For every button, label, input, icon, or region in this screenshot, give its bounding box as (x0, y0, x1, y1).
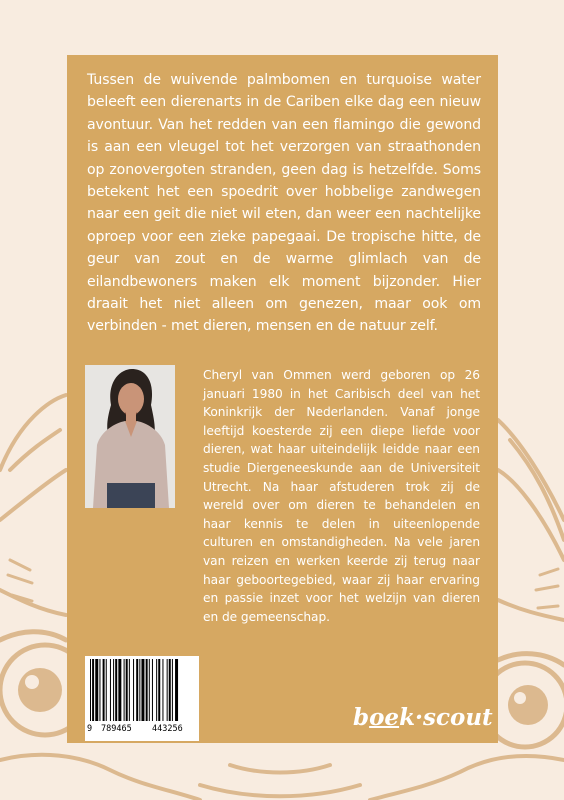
barcode-bars (88, 659, 196, 725)
isbn-digits (85, 724, 199, 738)
publisher-logo (353, 703, 493, 733)
isbn-lead-digit: 9 (87, 724, 93, 734)
back-cover-panel (67, 55, 498, 743)
logo-part-k: k (399, 704, 416, 731)
isbn-left-digits: 789465 (101, 724, 132, 734)
logo-part-oe: oe (369, 704, 400, 731)
book-blurb: Tussen de wuivende palmbomen en turquoise water beleeft een dierenarts in de Cariben elke dag een nieuw avontuur. Van het redden van een flamingo die gewond is aan een vleugel tot het verzorgen van straathonden op zonovergoten stranden, geen dag is hetzelfde. Soms betekent het een spoedrit over hobbelige zandwegen naar een geit die niet wil eten, dan weer een nachtelijke oproep voor een zieke papegaai. De tropische hitte, de geur van zout en de warme glimlach van de eilandbewoners maken elk moment bijzonder. Hier draait het niet alleen om genezen, maar ook om verbinden - met dieren, mensen en de natuur zelf. (87, 72, 481, 335)
logo-separator: · (415, 704, 424, 731)
author-photo (85, 365, 175, 508)
logo-part-scout: scout (423, 704, 493, 731)
isbn-barcode (85, 656, 199, 741)
logo-part-b: b (353, 704, 370, 731)
isbn-right-digits: 443256 (152, 724, 183, 734)
author-biography: Cheryl van Ommen werd geboren op 26 januari 1980 in het Caribisch deel van het Koninkrijk der Nederlanden. Vanaf jonge leeftijd koesterde zij een diepe liefde voor dieren, wat haar uiteindelijk leidde naar een studie Diergeneeskunde aan de Universiteit Utrecht. Na haar afstuderen trok zij de wereld over om dieren te behandelen en haar kennis te delen in uiteenlopende culturen en omstandigheden. Na vele jaren van reizen en werken keerde zij terug naar haar geboortegebied, waar zij haar ervaring en passie inzet voor het welzijn van dieren en de gemeenschap. (203, 368, 480, 624)
